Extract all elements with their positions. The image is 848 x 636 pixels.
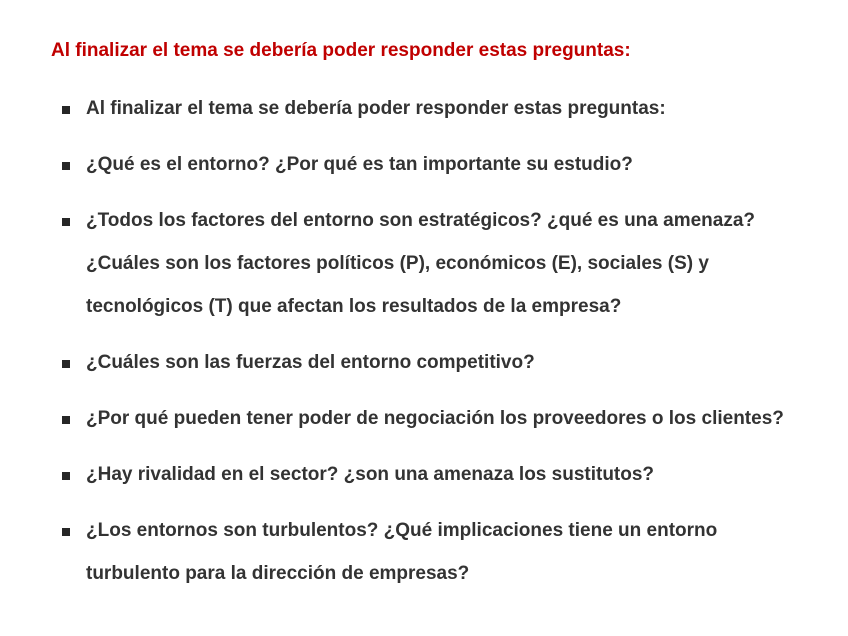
list-item-text: ¿Cuáles son las fuerzas del entorno competitivo? <box>86 352 535 373</box>
square-bullet-icon <box>62 472 70 480</box>
square-bullet-icon <box>62 360 70 368</box>
list-item-text: ¿Los entornos son turbulentos? ¿Qué implicaciones tiene un entorno turbulento para la dirección de empresas? <box>86 520 718 584</box>
square-bullet-icon <box>62 162 70 170</box>
square-bullet-icon <box>62 416 70 424</box>
list-item-text: Al finalizar el tema se debería poder responder estas preguntas: <box>86 98 666 119</box>
square-bullet-icon <box>62 106 70 114</box>
list-item-text: ¿Qué es el entorno? ¿Por qué es tan importante su estudio? <box>86 154 633 175</box>
square-bullet-icon <box>62 218 70 226</box>
square-bullet-icon <box>62 528 70 536</box>
list-item-text: ¿Por qué pueden tener poder de negociación los proveedores o los clientes? <box>86 408 784 429</box>
slide-title: Al finalizar el tema se debería poder responder estas preguntas: <box>51 40 631 61</box>
list-item-text: ¿Hay rivalidad en el sector? ¿son una amenaza los sustitutos? <box>86 464 655 485</box>
list-item-text: ¿Todos los factores del entorno son estratégicos? ¿qué es una amenaza? ¿Cuáles son los factores políticos (P), económicos (E), sociales (S) y tecnológicos (T) que afectan los resultados de la empresa? <box>86 210 756 317</box>
